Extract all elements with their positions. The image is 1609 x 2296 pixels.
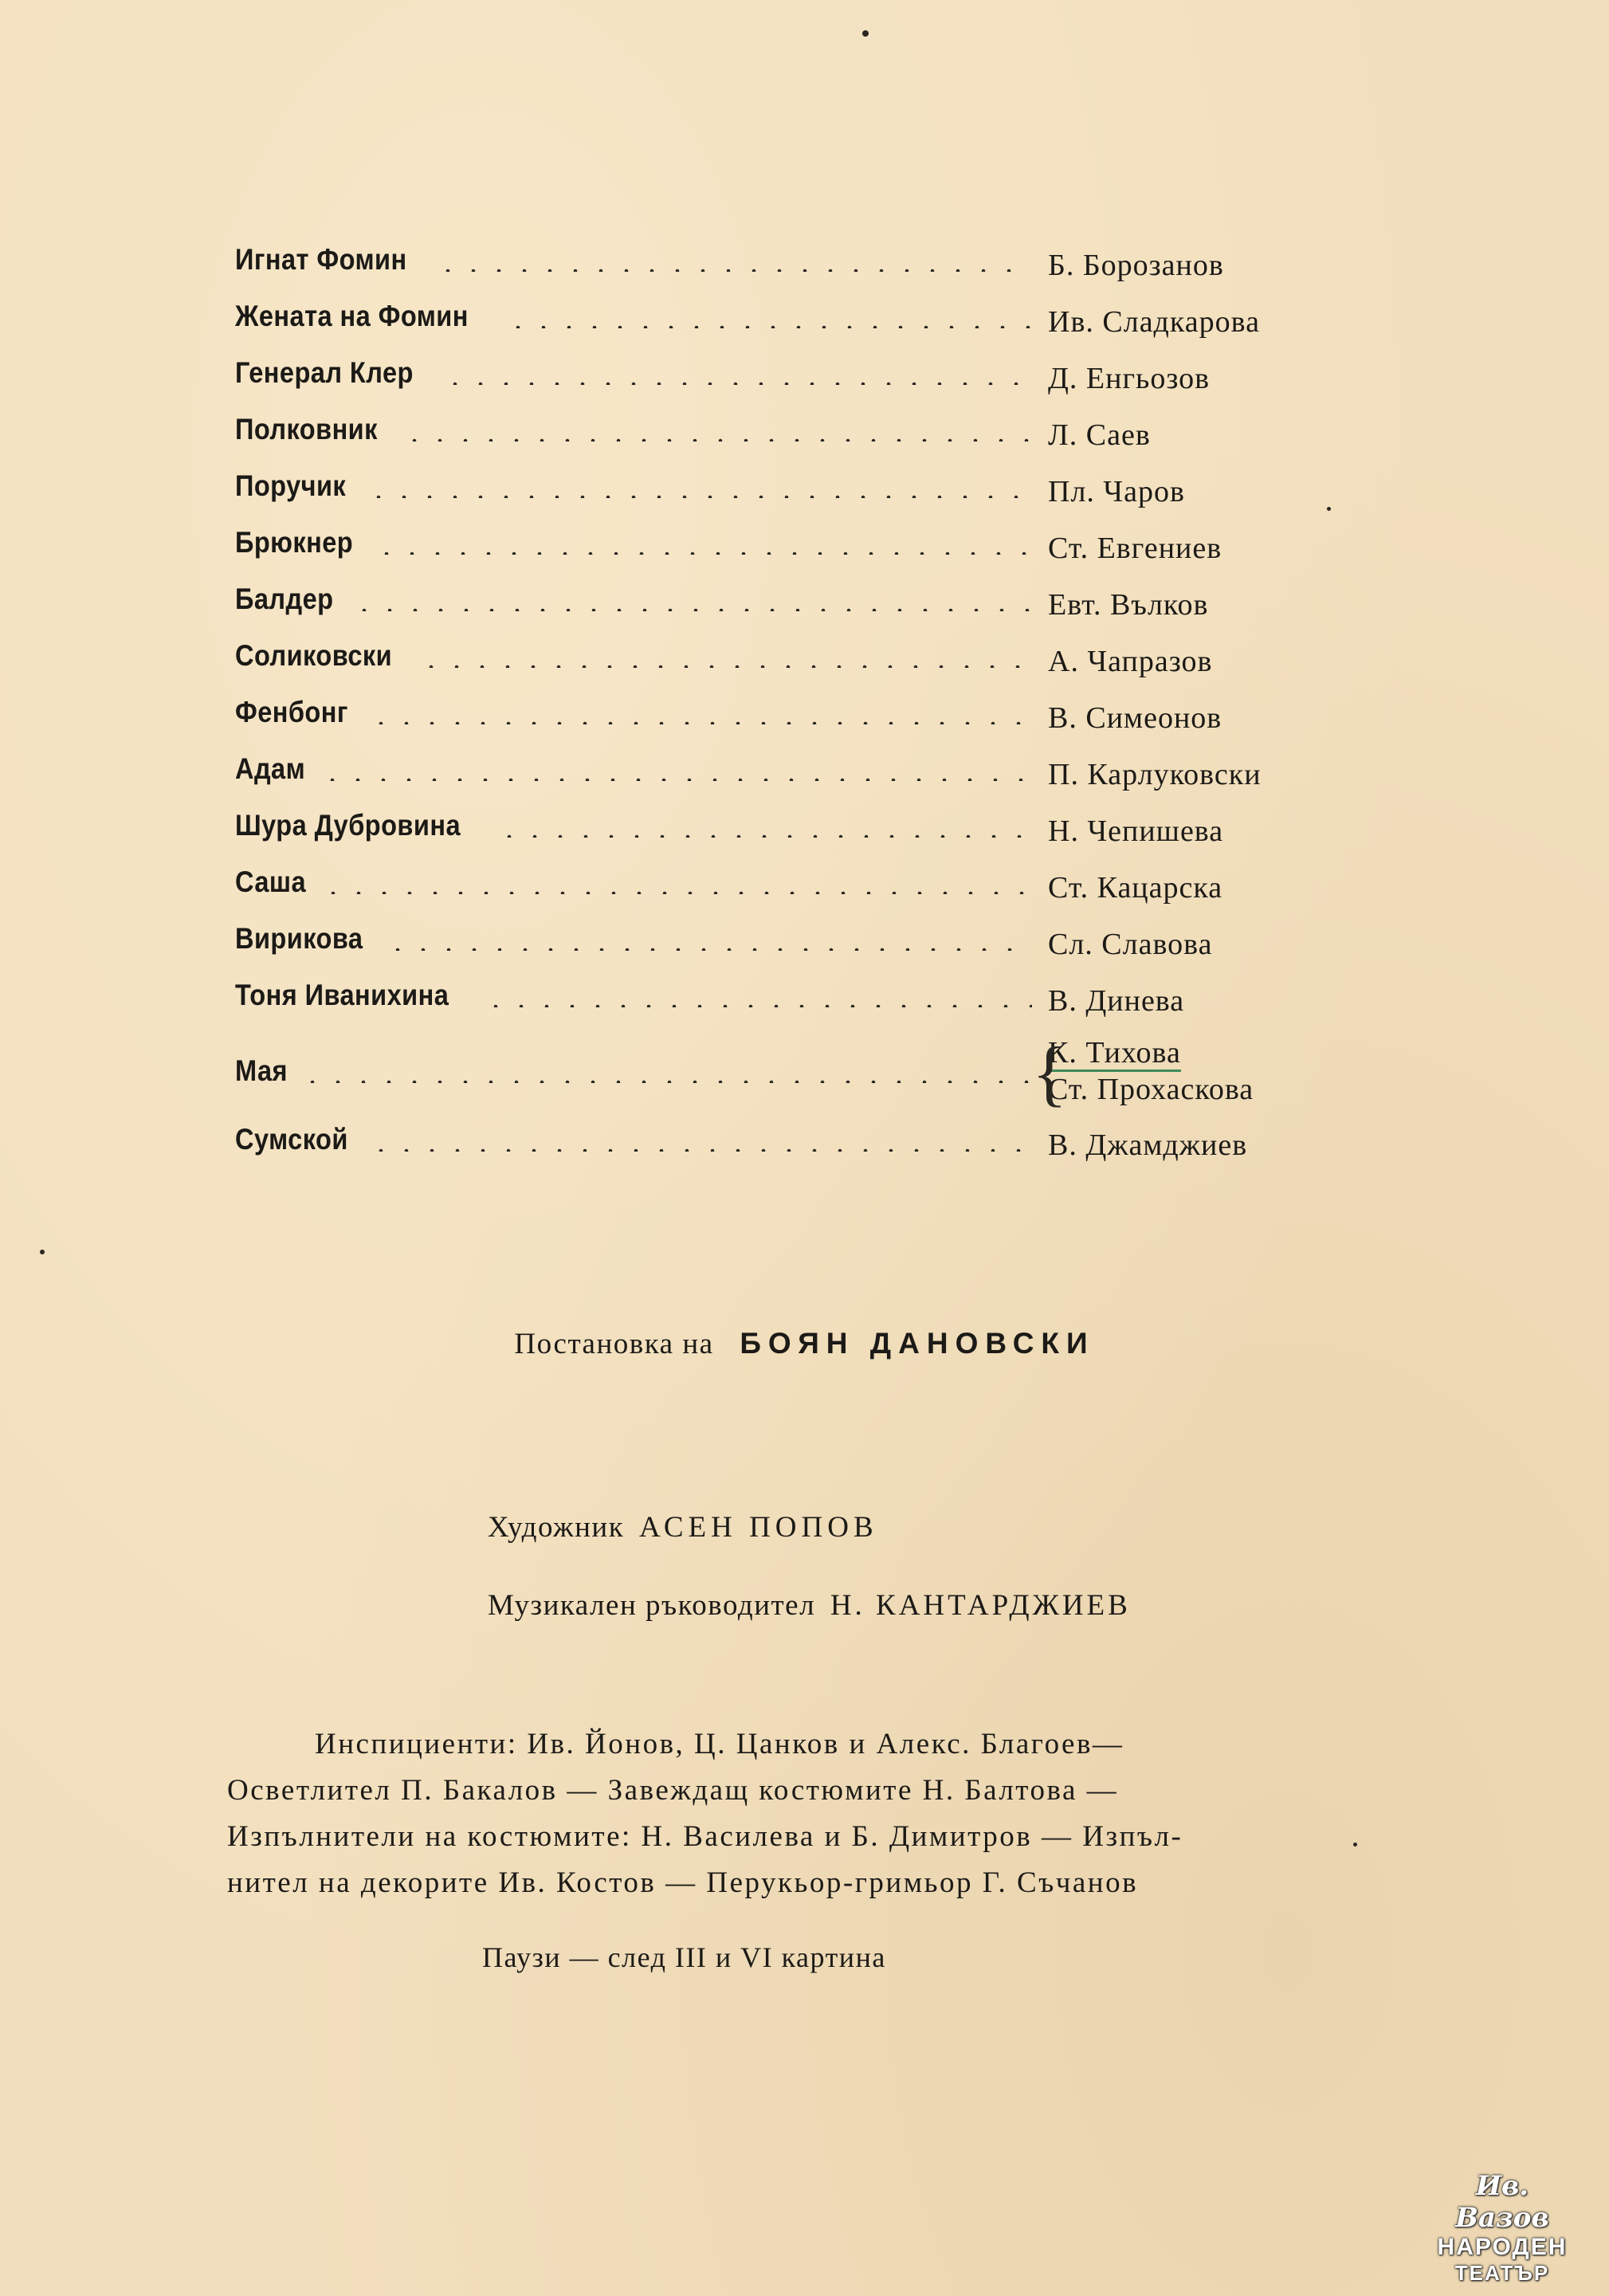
paper-speck	[1327, 507, 1331, 511]
actor-name: Ст. Евгениев	[1048, 531, 1222, 565]
cast-row	[235, 684, 1311, 740]
artist-credit	[488, 1510, 878, 1544]
cast-row	[235, 344, 1311, 401]
cast-row	[235, 401, 1311, 457]
role-name: Сумской	[235, 1122, 348, 1156]
staging-label: Постановка на	[514, 1328, 714, 1360]
role-name: Генерал Клер	[235, 355, 414, 389]
role-name: Мая	[235, 1054, 288, 1087]
dot-leader	[300, 1080, 1032, 1083]
cast-row	[235, 288, 1311, 344]
dot-leader	[505, 325, 1032, 328]
dot-leader	[366, 495, 1032, 498]
music-director-name: Н. КАНТАРДЖИЕВ	[830, 1589, 1131, 1622]
paper-speck	[40, 1250, 45, 1254]
role-name: Жената на Фомин	[235, 299, 469, 332]
paper-speck	[1353, 1843, 1357, 1847]
cast-row	[235, 627, 1311, 684]
artist-name: АСЕН ПОПОВ	[638, 1511, 878, 1544]
dot-leader	[435, 269, 1032, 272]
role-name: Брюкнер	[235, 525, 354, 559]
actor-name: Б. Борозанов	[1048, 248, 1224, 282]
dot-leader	[385, 948, 1032, 951]
cast-row	[235, 910, 1311, 967]
dot-leader	[496, 834, 1032, 838]
dot-leader	[351, 608, 1032, 611]
artist-label: Художник	[488, 1511, 625, 1544]
role-name: Саша	[235, 865, 307, 898]
actor-name: К. Тихова	[1048, 1036, 1181, 1072]
staging-credit	[0, 1327, 1609, 1361]
national-theatre-logo	[1434, 2170, 1570, 2285]
dot-leader	[368, 1148, 1032, 1152]
staff-line: Изпълнители на костюмите: Н. Василева и Б. Димитров — Изпъл-	[227, 1820, 1183, 1853]
cast-row	[235, 740, 1311, 797]
role-name: Фенбонг	[235, 695, 348, 728]
role-name: Вирикова	[235, 921, 363, 955]
actor-name: Ст. Прохаскова	[1048, 1073, 1254, 1106]
actor-name: В. Симеонов	[1048, 701, 1222, 735]
role-name: Тоня Иванихина	[235, 978, 449, 1011]
staff-line: Инспициенти: Ив. Йонов, Ц. Цанков и Алекс. Благоев—	[315, 1728, 1124, 1760]
dot-leader	[418, 665, 1032, 668]
staff-credits	[227, 1721, 1351, 1906]
cast-row	[235, 967, 1311, 1023]
dot-leader	[442, 382, 1032, 385]
music-label: Музикален ръководител	[488, 1589, 816, 1622]
cast-row	[235, 797, 1311, 854]
dot-leader	[402, 438, 1032, 442]
music-credit	[488, 1588, 1131, 1623]
cast-row	[235, 514, 1311, 571]
actor-name: Д. Енгьозов	[1048, 361, 1211, 395]
role-name: Шура Дубровина	[235, 808, 461, 842]
staff-line: Осветлител П. Бакалов — Завеждащ костюмите Н. Балтова —	[227, 1774, 1119, 1807]
role-name: Соликовски	[235, 638, 393, 672]
role-name: Адам	[235, 752, 306, 785]
actor-name: Евт. Вълков	[1048, 587, 1209, 622]
actor-pair	[1032, 1032, 1311, 1113]
actor-name: А. Чапразов	[1048, 644, 1213, 678]
brace-symbol: {	[1032, 1032, 1069, 1113]
paper-speck	[862, 30, 869, 37]
logo-signature: Ив. Вазов	[1455, 2170, 1549, 2234]
actor-name: П. Карлуковски	[1048, 757, 1262, 791]
cast-row	[235, 457, 1311, 514]
cast-row	[235, 231, 1311, 288]
logo-line-2: ТЕАТЪР	[1454, 2261, 1550, 2285]
actor-name: Сл. Славова	[1048, 927, 1213, 961]
dot-leader	[320, 778, 1032, 781]
role-name: Игнат Фомин	[235, 242, 407, 276]
cast-row	[235, 854, 1311, 910]
cast-row-double	[235, 1031, 1311, 1111]
actor-name: Л. Саев	[1048, 418, 1151, 452]
actor-name: Н. Чепишева	[1048, 814, 1224, 848]
dot-leader	[368, 721, 1032, 724]
director-name: БОЯН ДАНОВСКИ	[740, 1327, 1095, 1360]
actor-name: Ив. Сладкарова	[1048, 304, 1260, 339]
actor-name: В. Джамджиев	[1048, 1128, 1248, 1162]
cast-list	[235, 231, 1311, 1168]
cast-row	[235, 1111, 1311, 1168]
role-name: Полковник	[235, 412, 378, 445]
actor-name: Ст. Кацарска	[1048, 870, 1223, 905]
dot-leader	[483, 1004, 1032, 1007]
actor-name: Пл. Чаров	[1048, 474, 1185, 508]
dot-leader	[374, 551, 1032, 555]
cast-row	[235, 571, 1311, 627]
actor-name: В. Динева	[1048, 983, 1185, 1018]
dot-leader	[320, 891, 1032, 894]
role-name: Поручик	[235, 469, 347, 502]
role-name: Балдер	[235, 582, 334, 615]
staff-line: нител на декорите Ив. Костов — Перукьор-гримьор Г. Съчанов	[227, 1866, 1139, 1899]
logo-line-1: НАРОДЕН	[1437, 2234, 1568, 2260]
pauses-note: Паузи — след III и VI картина	[482, 1941, 886, 1973]
